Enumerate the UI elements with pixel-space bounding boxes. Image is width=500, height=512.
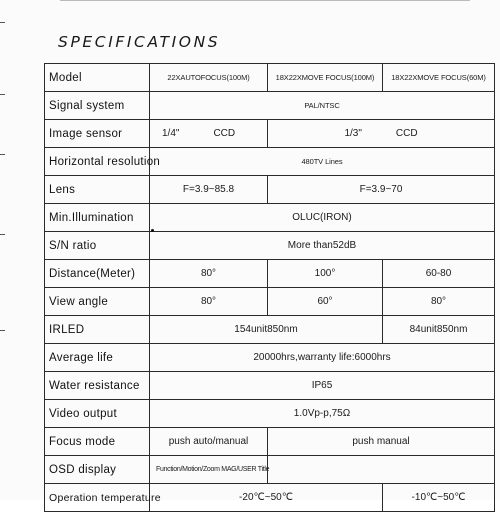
sensor-value bbox=[268, 120, 495, 148]
sensor-type: CCD bbox=[213, 128, 236, 139]
water-value: IP65 bbox=[150, 372, 495, 400]
spec-row-illumination bbox=[45, 204, 495, 232]
specifications-table bbox=[44, 63, 495, 512]
spec-row-temperature bbox=[45, 484, 495, 512]
spec-row-signal bbox=[45, 92, 495, 120]
model-value: 22XAUTOFOCUS(100M) bbox=[150, 64, 268, 92]
sensor-type: CCD bbox=[395, 128, 418, 139]
spec-row-focus bbox=[45, 428, 495, 456]
spec-row-video bbox=[45, 400, 495, 428]
life-value: 20000hrs,warranty life:6000hrs bbox=[150, 344, 495, 372]
row-label: IRLED bbox=[45, 316, 150, 344]
row-label: Average life bbox=[45, 344, 150, 372]
sensor-size: 1/4" bbox=[162, 128, 180, 139]
temperature-value: -20℃~50℃ bbox=[150, 484, 383, 512]
irled-value: 154unit850nm bbox=[150, 316, 383, 344]
signal-value: PAL/NTSC bbox=[150, 92, 495, 120]
row-label: Focus mode bbox=[45, 428, 150, 456]
distance-value: 60-80 bbox=[383, 260, 495, 288]
row-label: OSD display bbox=[45, 456, 150, 484]
lens-value: F=3.9~70 bbox=[268, 176, 495, 204]
row-label: Model bbox=[45, 64, 150, 92]
sensor-size: 1/3" bbox=[344, 128, 362, 139]
resolution-value: 480TV Lines bbox=[150, 148, 495, 176]
osd-empty-cell bbox=[268, 456, 495, 484]
distance-value: 80° bbox=[150, 260, 268, 288]
margin-mark bbox=[0, 234, 5, 235]
print-speck bbox=[151, 229, 154, 232]
distance-value: 100° bbox=[268, 260, 383, 288]
spec-row-distance bbox=[45, 260, 495, 288]
angle-value: 80° bbox=[383, 288, 495, 316]
row-label: Lens bbox=[45, 176, 150, 204]
spec-row-osd bbox=[45, 456, 495, 484]
lens-value: F=3.9~85.8 bbox=[150, 176, 268, 204]
row-label: Min.Illumination bbox=[45, 204, 150, 232]
model-value: 18X22XMOVE FOCUS(60M) bbox=[383, 64, 495, 92]
margin-mark bbox=[0, 94, 5, 95]
irled-value: 84unit850nm bbox=[383, 316, 495, 344]
row-label: Distance(Meter) bbox=[45, 260, 150, 288]
row-label: Video output bbox=[45, 400, 150, 428]
video-value: 1.0Vp-p,75Ω bbox=[150, 400, 495, 428]
spec-row-sn bbox=[45, 232, 495, 260]
spec-row-angle bbox=[45, 288, 495, 316]
spec-row-resolution bbox=[45, 148, 495, 176]
sn-value: More than52dB bbox=[150, 232, 495, 260]
margin-mark bbox=[0, 330, 5, 331]
illumination-value: OLUC(IRON) bbox=[150, 204, 495, 232]
row-label: Signal system bbox=[45, 92, 150, 120]
row-label: View angle bbox=[45, 288, 150, 316]
temperature-value: -10℃~50℃ bbox=[383, 484, 495, 512]
spec-row-lens bbox=[45, 176, 495, 204]
top-rule bbox=[60, 0, 470, 1]
spec-row-life bbox=[45, 344, 495, 372]
row-label: Operation temperature bbox=[45, 484, 150, 512]
focus-value: push manual bbox=[268, 428, 495, 456]
spec-row-irled bbox=[45, 316, 495, 344]
row-label: Water resistance bbox=[45, 372, 150, 400]
spec-row-water bbox=[45, 372, 495, 400]
margin-mark bbox=[0, 154, 5, 155]
spec-row-model bbox=[45, 64, 495, 92]
sensor-value bbox=[150, 120, 268, 148]
spec-row-sensor bbox=[45, 120, 495, 148]
angle-value: 60° bbox=[268, 288, 383, 316]
focus-value: push auto/manual bbox=[150, 428, 268, 456]
row-label: Horizontal resolution bbox=[45, 148, 150, 176]
row-label: Image sensor bbox=[45, 120, 150, 148]
page-title: SPECIFICATIONS bbox=[58, 33, 221, 51]
angle-value: 80° bbox=[150, 288, 268, 316]
row-label: S/N ratio bbox=[45, 232, 150, 260]
osd-value: Function/Motion/Zoom MAG/USER Title bbox=[150, 456, 268, 484]
model-value: 18X22XMOVE FOCUS(100M) bbox=[268, 64, 383, 92]
margin-mark bbox=[0, 22, 5, 23]
